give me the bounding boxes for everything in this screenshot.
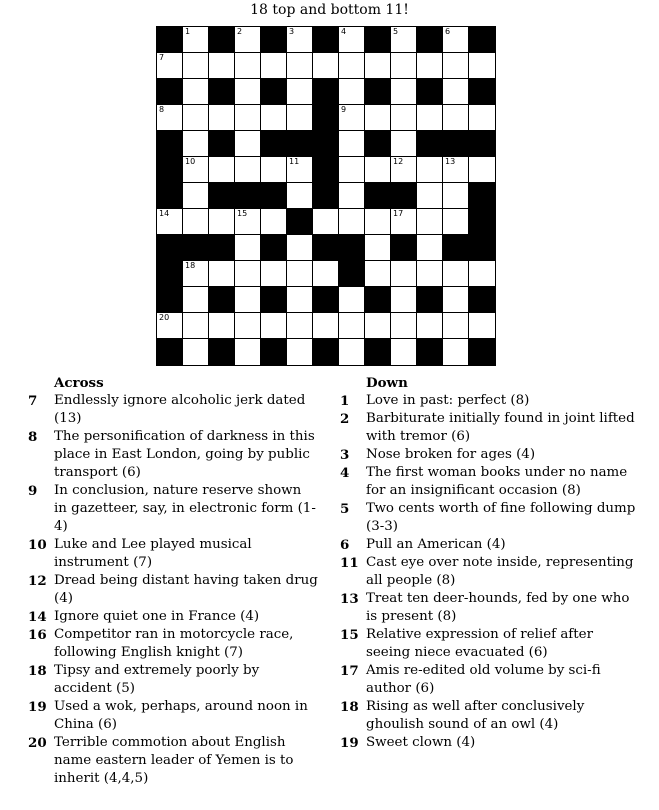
clue-number: 15 — [237, 209, 248, 218]
grid-cell[interactable] — [235, 287, 261, 313]
black-square — [209, 287, 235, 313]
clue-text: In conclusion, nature reserve shown in gazetteer, say, in electronic form (1-4) — [54, 483, 316, 534]
clue-number: 20 — [159, 313, 170, 322]
grid-cell[interactable] — [443, 339, 469, 365]
grid-cell[interactable] — [235, 53, 261, 79]
black-square — [365, 79, 391, 105]
grid-cell[interactable] — [183, 27, 209, 53]
grid-cell[interactable] — [287, 183, 313, 209]
across-clues — [28, 374, 318, 788]
black-square — [287, 209, 313, 235]
clue-num: 12 — [28, 573, 47, 589]
grid-cell[interactable] — [313, 53, 339, 79]
grid-cell[interactable] — [209, 313, 235, 339]
grid-cell[interactable] — [339, 339, 365, 365]
black-square — [157, 157, 183, 183]
black-square — [313, 131, 339, 157]
clue-text: Cast eye over note inside, representing all people (8) — [366, 555, 634, 588]
grid-cell[interactable] — [287, 27, 313, 53]
black-square — [469, 183, 495, 209]
grid-cell[interactable] — [443, 79, 469, 105]
grid-cell[interactable] — [235, 313, 261, 339]
black-square — [261, 183, 287, 209]
grid-cell[interactable] — [469, 105, 495, 131]
clue-text: Terrible commotion about English name eastern leader of Yemen is to inherit (4,4,5) — [54, 735, 294, 786]
grid-cell[interactable] — [339, 183, 365, 209]
clue-num: 10 — [28, 537, 47, 553]
grid-cell[interactable] — [287, 339, 313, 365]
grid-cell[interactable] — [391, 209, 417, 235]
clue-number: 4 — [341, 27, 347, 36]
black-square — [287, 131, 313, 157]
grid-cell[interactable] — [183, 209, 209, 235]
grid-cell[interactable] — [391, 79, 417, 105]
grid-cell[interactable] — [287, 313, 313, 339]
clue-num: 11 — [340, 555, 359, 571]
black-square — [157, 79, 183, 105]
grid-cell[interactable] — [365, 235, 391, 261]
down-clue — [340, 734, 640, 752]
grid-cell[interactable] — [365, 209, 391, 235]
clue-text: Pull an American (4) — [366, 537, 506, 552]
across-clue — [28, 734, 318, 788]
black-square — [365, 339, 391, 365]
grid-cell[interactable] — [209, 157, 235, 183]
across-clue — [28, 536, 318, 572]
grid-cell[interactable] — [417, 261, 443, 287]
grid-cell[interactable] — [235, 261, 261, 287]
black-square — [209, 183, 235, 209]
down-clue — [340, 554, 640, 590]
grid-cell[interactable] — [469, 261, 495, 287]
black-square — [209, 27, 235, 53]
black-square — [339, 261, 365, 287]
grid-cell[interactable] — [365, 261, 391, 287]
black-square — [417, 287, 443, 313]
grid-cell[interactable] — [391, 53, 417, 79]
black-square — [261, 27, 287, 53]
clue-num: 18 — [28, 663, 47, 679]
black-square — [469, 287, 495, 313]
down-clue — [340, 392, 640, 410]
grid-cell[interactable] — [235, 339, 261, 365]
clue-num: 7 — [28, 393, 38, 409]
clue-number: 10 — [185, 157, 196, 166]
black-square — [209, 131, 235, 157]
grid-cell[interactable] — [287, 105, 313, 131]
down-clues — [340, 374, 640, 752]
black-square — [391, 235, 417, 261]
grid-cell[interactable] — [417, 313, 443, 339]
grid-cell[interactable] — [235, 27, 261, 53]
black-square — [365, 131, 391, 157]
grid-cell[interactable] — [261, 157, 287, 183]
clue-num: 3 — [340, 447, 350, 463]
grid-cell[interactable] — [339, 313, 365, 339]
clue-text: Sweet clown (4) — [366, 735, 476, 750]
down-clue — [340, 626, 640, 662]
grid-cell[interactable] — [339, 131, 365, 157]
crossword-grid — [156, 26, 496, 366]
grid-cell[interactable] — [339, 53, 365, 79]
clue-num: 4 — [340, 465, 350, 481]
grid-cell[interactable] — [183, 53, 209, 79]
down-heading: Down — [366, 375, 408, 391]
black-square — [261, 235, 287, 261]
across-clue — [28, 662, 318, 698]
grid-cell[interactable] — [235, 105, 261, 131]
clue-text: The personification of darkness in this place in East London, going by public transport (6) — [54, 429, 315, 480]
black-square — [417, 131, 443, 157]
grid-cell[interactable] — [287, 235, 313, 261]
clue-num: 13 — [340, 591, 359, 607]
down-clue — [340, 464, 640, 500]
grid-cell[interactable] — [391, 287, 417, 313]
clue-num: 14 — [28, 609, 47, 625]
grid-cell[interactable] — [443, 183, 469, 209]
grid-cell[interactable] — [183, 131, 209, 157]
black-square — [417, 79, 443, 105]
grid-cell[interactable] — [183, 183, 209, 209]
grid-cell[interactable] — [443, 313, 469, 339]
grid-cell[interactable] — [417, 209, 443, 235]
black-square — [261, 131, 287, 157]
across-clue — [28, 572, 318, 608]
black-square — [157, 235, 183, 261]
clue-num: 19 — [340, 735, 359, 751]
grid-cell[interactable] — [261, 261, 287, 287]
puzzle-title: 18 top and bottom 11! — [250, 2, 409, 18]
grid-cell[interactable] — [443, 209, 469, 235]
down-clue — [340, 410, 640, 446]
clue-number: 14 — [159, 209, 170, 218]
black-square — [313, 183, 339, 209]
black-square — [313, 105, 339, 131]
down-clue — [340, 698, 640, 734]
grid-cell[interactable] — [261, 209, 287, 235]
clue-text: Two cents worth of fine following dump (3-3) — [366, 501, 636, 534]
grid-cell[interactable] — [183, 157, 209, 183]
grid-cell[interactable] — [157, 313, 183, 339]
down-clue — [340, 590, 640, 626]
grid-cell[interactable] — [157, 209, 183, 235]
grid-cell[interactable] — [235, 209, 261, 235]
clue-num: 5 — [340, 501, 350, 517]
grid-cell[interactable] — [313, 261, 339, 287]
black-square — [157, 27, 183, 53]
clue-text: Relative expression of relief after seeing niece evacuated (6) — [366, 627, 593, 660]
grid-cell[interactable] — [183, 79, 209, 105]
grid-cell[interactable] — [417, 183, 443, 209]
black-square — [313, 287, 339, 313]
clue-num: 15 — [340, 627, 359, 643]
grid-cell[interactable] — [365, 157, 391, 183]
grid-cell[interactable] — [417, 235, 443, 261]
clue-number: 12 — [393, 157, 404, 166]
grid-cell[interactable] — [469, 157, 495, 183]
clue-text: Used a wok, perhaps, around noon in China (6) — [54, 699, 308, 732]
grid-cell[interactable] — [443, 157, 469, 183]
black-square — [443, 131, 469, 157]
clue-num: 1 — [340, 393, 350, 409]
clue-text: Competitor ran in motorcycle race, following English knight (7) — [54, 627, 294, 660]
grid-cell[interactable] — [443, 261, 469, 287]
grid-cell[interactable] — [365, 105, 391, 131]
black-square — [157, 339, 183, 365]
black-square — [313, 157, 339, 183]
clue-text: Rising as well after conclusively ghoulish sound of an owl (4) — [366, 699, 585, 732]
black-square — [365, 27, 391, 53]
grid-cell[interactable] — [261, 313, 287, 339]
clue-number: 2 — [237, 27, 243, 36]
grid-cell[interactable] — [287, 261, 313, 287]
grid-cell[interactable] — [365, 313, 391, 339]
clue-number: 5 — [393, 27, 399, 36]
grid-cell[interactable] — [339, 209, 365, 235]
grid-cell[interactable] — [339, 157, 365, 183]
grid-cell[interactable] — [183, 313, 209, 339]
across-heading: Across — [54, 375, 104, 391]
grid-cell[interactable] — [183, 339, 209, 365]
clue-text: The first woman books under no name for an insignificant occasion (8) — [366, 465, 628, 498]
clue-text: Endlessly ignore alcoholic jerk dated (13) — [54, 393, 306, 426]
across-clue — [28, 482, 318, 536]
black-square — [157, 287, 183, 313]
black-square — [313, 79, 339, 105]
black-square — [339, 235, 365, 261]
clue-number: 8 — [159, 105, 165, 114]
clue-text: Barbiturate initially found in joint lifted with tremor (6) — [366, 411, 635, 444]
black-square — [365, 287, 391, 313]
black-square — [209, 235, 235, 261]
clue-number: 6 — [445, 27, 451, 36]
grid-cell[interactable] — [183, 105, 209, 131]
black-square — [469, 79, 495, 105]
black-square — [313, 27, 339, 53]
grid-cell[interactable] — [391, 131, 417, 157]
grid-cell[interactable] — [391, 339, 417, 365]
black-square — [313, 339, 339, 365]
grid-cell[interactable] — [469, 313, 495, 339]
grid-cell[interactable] — [183, 261, 209, 287]
black-square — [365, 183, 391, 209]
across-clue — [28, 698, 318, 734]
grid-cell[interactable] — [391, 105, 417, 131]
clue-text: Ignore quiet one in France (4) — [54, 609, 260, 624]
clue-num: 6 — [340, 537, 350, 553]
grid-cell[interactable] — [157, 105, 183, 131]
grid-cell[interactable] — [235, 131, 261, 157]
clue-num: 17 — [340, 663, 359, 679]
across-clue — [28, 626, 318, 662]
clue-number: 11 — [289, 157, 300, 166]
grid-cell[interactable] — [209, 53, 235, 79]
grid-cell[interactable] — [209, 261, 235, 287]
grid-cell[interactable] — [157, 53, 183, 79]
across-clue — [28, 428, 318, 482]
black-square — [417, 27, 443, 53]
grid-cell[interactable] — [365, 53, 391, 79]
black-square — [261, 339, 287, 365]
clue-num: 16 — [28, 627, 47, 643]
grid-cell[interactable] — [287, 157, 313, 183]
black-square — [209, 339, 235, 365]
down-clue — [340, 500, 640, 536]
grid-cell[interactable] — [391, 313, 417, 339]
grid-cell[interactable] — [443, 287, 469, 313]
grid-cell[interactable] — [339, 105, 365, 131]
clue-num: 2 — [340, 411, 350, 427]
black-square — [469, 339, 495, 365]
black-square — [157, 183, 183, 209]
grid-cell[interactable] — [287, 53, 313, 79]
black-square — [183, 235, 209, 261]
clue-text: Luke and Lee played musical instrument (7) — [54, 537, 252, 570]
black-square — [157, 131, 183, 157]
clue-number: 3 — [289, 27, 295, 36]
black-square — [469, 209, 495, 235]
grid-cell[interactable] — [417, 157, 443, 183]
black-square — [417, 339, 443, 365]
grid-cell[interactable] — [235, 235, 261, 261]
black-square — [469, 131, 495, 157]
clue-text: Dread being distant having taken drug (4) — [54, 573, 318, 606]
grid-cell[interactable] — [339, 79, 365, 105]
black-square — [469, 27, 495, 53]
black-square — [209, 79, 235, 105]
clue-num: 20 — [28, 735, 47, 751]
grid-cell[interactable] — [261, 105, 287, 131]
grid-cell[interactable] — [391, 261, 417, 287]
black-square — [261, 79, 287, 105]
clue-num: 19 — [28, 699, 47, 715]
grid-cell[interactable] — [469, 53, 495, 79]
black-square — [235, 183, 261, 209]
grid-cell[interactable] — [339, 287, 365, 313]
grid-cell[interactable] — [391, 27, 417, 53]
clue-num: 9 — [28, 483, 38, 499]
clue-text: Nose broken for ages (4) — [366, 447, 536, 462]
clue-number: 1 — [185, 27, 191, 36]
clue-text: Treat ten deer-hounds, fed by one who is present (8) — [366, 591, 630, 624]
grid-cell[interactable] — [443, 105, 469, 131]
black-square — [157, 261, 183, 287]
black-square — [313, 235, 339, 261]
grid-cell[interactable] — [417, 105, 443, 131]
grid-cell[interactable] — [209, 209, 235, 235]
grid-cell[interactable] — [261, 53, 287, 79]
grid-cell[interactable] — [235, 79, 261, 105]
clue-text: Love in past: perfect (8) — [366, 393, 530, 408]
grid-cell[interactable] — [287, 79, 313, 105]
grid-cell[interactable] — [183, 287, 209, 313]
down-clue — [340, 662, 640, 698]
clue-number: 18 — [185, 261, 196, 270]
black-square — [469, 235, 495, 261]
clue-text: Amis re-edited old volume by sci-fi author (6) — [366, 663, 601, 696]
grid-cell[interactable] — [209, 105, 235, 131]
grid-cell[interactable] — [391, 157, 417, 183]
grid-cell[interactable] — [339, 27, 365, 53]
grid-cell[interactable] — [313, 313, 339, 339]
black-square — [443, 235, 469, 261]
grid-cell[interactable] — [417, 53, 443, 79]
grid-cell[interactable] — [235, 157, 261, 183]
across-clue — [28, 392, 318, 428]
clue-num: 18 — [340, 699, 359, 715]
down-clue — [340, 536, 640, 554]
clue-num: 8 — [28, 429, 38, 445]
clue-text: Tipsy and extremely poorly by accident (5) — [54, 663, 260, 696]
black-square — [261, 287, 287, 313]
grid-cell[interactable] — [443, 53, 469, 79]
across-clue — [28, 608, 318, 626]
clue-number: 9 — [341, 105, 347, 114]
clue-number: 7 — [159, 53, 165, 62]
grid-cell[interactable] — [313, 209, 339, 235]
black-square — [391, 183, 417, 209]
grid-cell[interactable] — [287, 287, 313, 313]
clue-number: 17 — [393, 209, 404, 218]
down-clue — [340, 446, 640, 464]
clue-number: 13 — [445, 157, 456, 166]
grid-cell[interactable] — [443, 27, 469, 53]
